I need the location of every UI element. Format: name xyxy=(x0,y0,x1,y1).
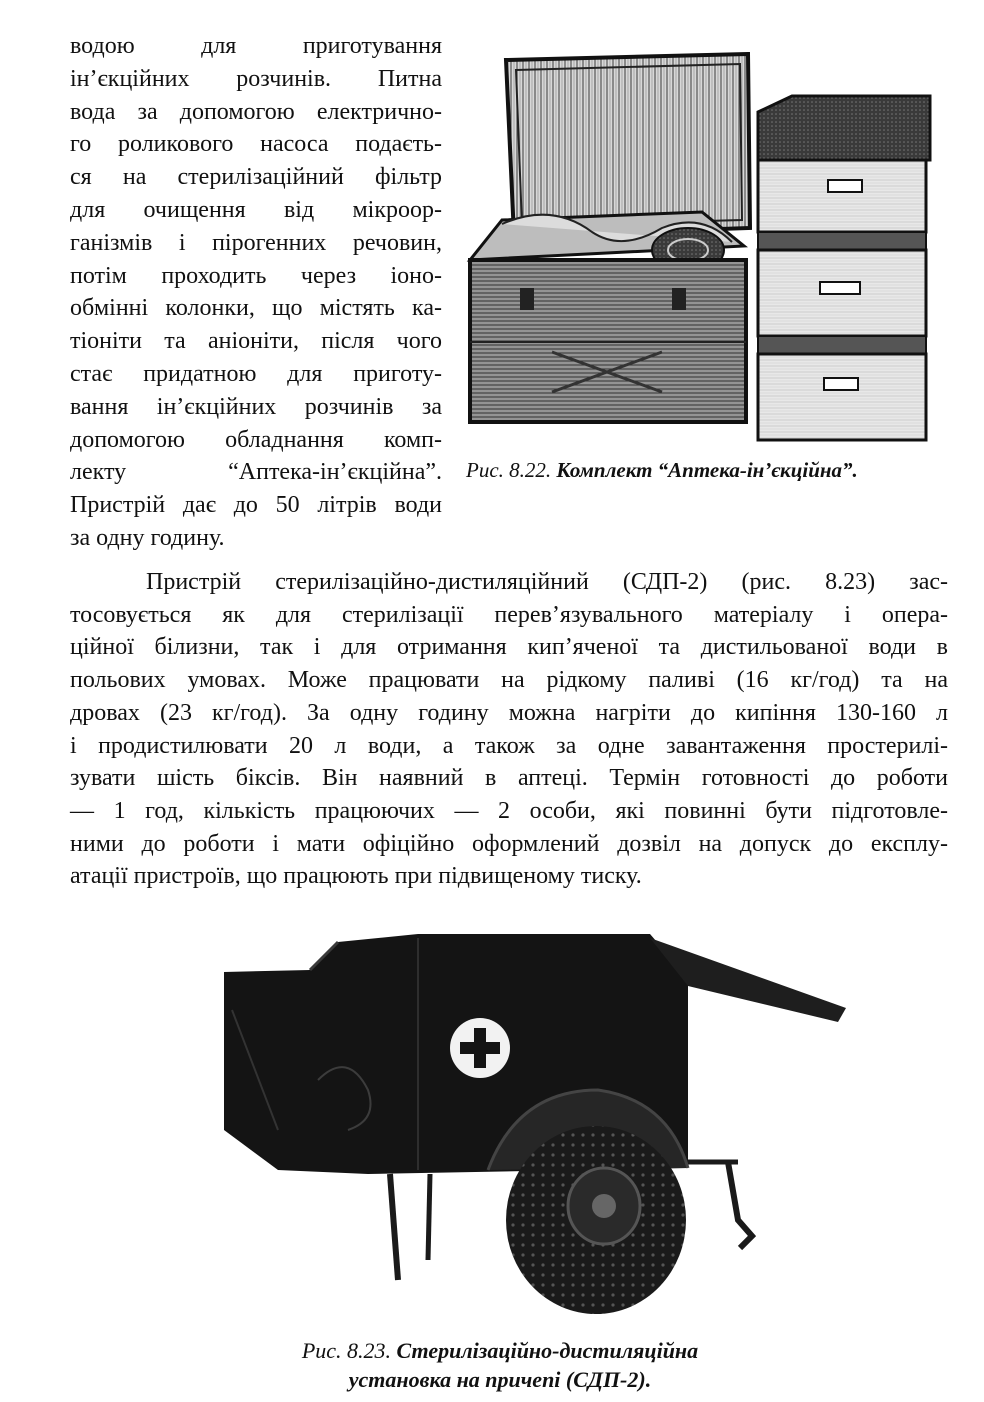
text-line: водою для приготування xyxy=(70,33,442,59)
caption-title: Стерилізаційно-дистиляційна xyxy=(396,1338,699,1363)
stacked-boxes xyxy=(758,96,930,440)
text-line: потім проходить через іоно- xyxy=(70,262,442,289)
sterilization-trailer-illustration xyxy=(218,930,848,1320)
text-line: вода за допомогою електрично- xyxy=(70,98,442,125)
text-line: Пристрій стерилізаційно-дистиляційний (СДП-2) (рис. 8.23) зас- xyxy=(146,569,948,595)
caption-title: Комплект “Аптека-ін’єкційна”. xyxy=(556,458,858,482)
pharmacy-kit-illustration xyxy=(462,52,932,448)
column-text xyxy=(70,30,442,555)
text-line: ін’єкційних розчинів. Питна xyxy=(70,65,442,92)
caption-number: Рис. 8.22. xyxy=(466,458,552,482)
text-line: зувати шість біксів. Він наявний в аптеці. Термін готовності до роботи xyxy=(70,765,948,792)
text-line: лекту “Аптека-ін’єкційна”. xyxy=(70,459,442,486)
red-cross-emblem xyxy=(450,1018,510,1078)
text-line: ними до роботи і мати офіційно оформлений дозвіл на допуск до експлу- xyxy=(70,830,948,857)
text-line: ся на стерилізаційний фільтр xyxy=(70,164,442,191)
body-paragraph xyxy=(70,566,948,893)
figure-caption xyxy=(250,1336,750,1394)
caption-title-continued: установка на причепі (СДП-2). xyxy=(348,1367,652,1392)
text-line: тіоніти та аніоніти, після чого xyxy=(70,328,442,355)
text-line: ційної білизни, так і для отримання кип’яченої та дистильованої води в xyxy=(70,634,948,661)
trunk-lid xyxy=(506,54,750,236)
text-line: і продистилювати 20 л води, а також за одне завантаження простерилі- xyxy=(70,732,948,759)
text-line: го роликового насоса подаєть- xyxy=(70,131,442,158)
text-line: ганізмів і пірогенних речовин, xyxy=(70,229,442,256)
text-line: дровах (23 кг/год). За одну годину можна нагріти до кипіння 130-160 л xyxy=(70,699,948,726)
text-line: польових умовах. Може працювати на рідкому паливі (16 кг/год) та на xyxy=(70,667,948,694)
text-line: для очищення від мікроор- xyxy=(70,196,442,223)
text-line: — 1 год, кількість працюючих — 2 особи, які повинні бути підготовле- xyxy=(70,797,948,824)
caption-number: Рис. 8.23. xyxy=(301,1338,392,1363)
text-line: за одну годину. xyxy=(70,524,225,551)
text-line: допомогою обладнання комп- xyxy=(70,426,442,453)
figure-caption xyxy=(466,458,946,483)
text-line: стає придатною для приготу- xyxy=(70,360,442,387)
text-line: обмінні колонки, що містять ка- xyxy=(70,295,442,322)
text-line: Пристрій дає до 50 літрів води xyxy=(70,492,442,519)
text-line: тосовується як для стерилізації перев’язувального матеріалу і опера- xyxy=(70,601,948,628)
wheel xyxy=(506,1126,686,1314)
text-line: вання ін’єкційних розчинів за xyxy=(70,393,442,420)
text-line: атації пристроїв, що працюють при підвищеному тиску. xyxy=(70,863,642,890)
trunk-body xyxy=(470,212,746,422)
